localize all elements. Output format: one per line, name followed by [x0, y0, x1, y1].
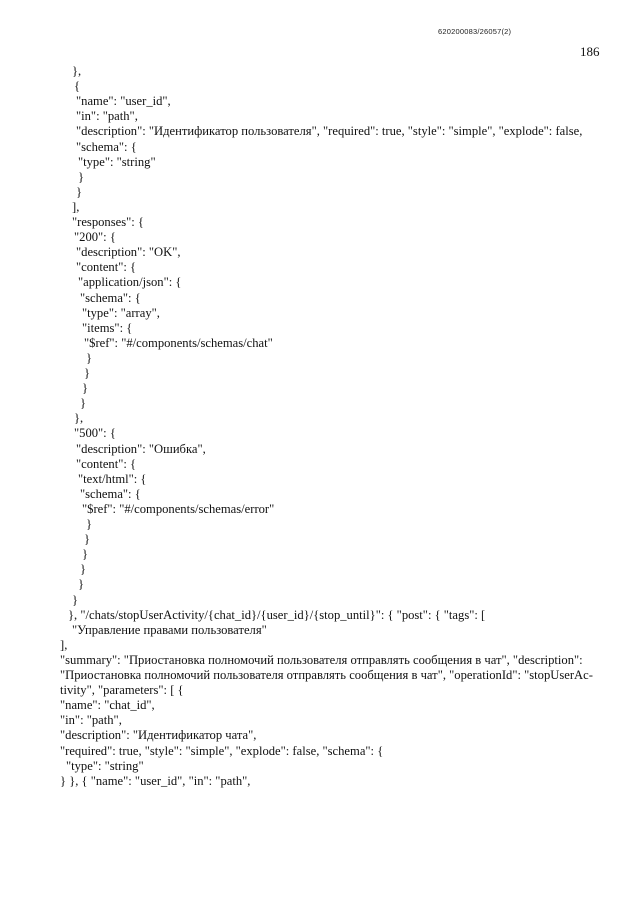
code-line: } [78, 577, 85, 592]
code-line: }, [74, 411, 84, 426]
code-line: } [86, 517, 93, 531]
code-line: } [78, 169, 85, 184]
code-line: "name": "user_id", [76, 94, 171, 109]
code-line: "description": "Ошибка", [76, 441, 206, 456]
code-line: }, "/chats/stopUserActivity/{chat_id}/{user_id}/{stop_until}": { "post": { "tags": [ [68, 607, 486, 622]
code-line: "required": true, "style": "simple", "explode": false, "schema": { [60, 743, 384, 758]
code-line: } [76, 184, 83, 199]
code-line: "responses": { [72, 215, 144, 229]
code-line: "type": "array", [82, 305, 160, 320]
code-line: ], [60, 637, 68, 652]
code-line: } [86, 350, 93, 365]
code-line: ], [72, 199, 80, 214]
code-line: "type": "string" [66, 758, 144, 773]
code-line: }, [72, 64, 82, 78]
code-line: "summary": "Приостановка полномочий пользователя отправлять сообщения в чат", "description": [60, 652, 583, 667]
code-line: { [74, 79, 81, 94]
code-line: "200": { [74, 230, 116, 245]
code-line: "Приостановка полномочий пользователя отправлять сообщения в чат", "operationId": "stopUserAc- [60, 668, 593, 682]
document-id: 620200083/26057(2) [438, 27, 512, 36]
code-line: "content": { [76, 456, 137, 471]
code-line: "description": "Идентификатор пользователя", "required": true, "style": "simple", "explode": false, [76, 124, 583, 139]
code-line: "$ref": "#/components/schemas/chat" [84, 335, 273, 350]
code-line: } [82, 381, 89, 396]
page-number: 186 [580, 44, 600, 59]
code-line: "schema": { [80, 486, 141, 501]
code-line: "description": "Идентификатор чата", [60, 728, 257, 743]
code-line: "in": "path", [60, 713, 122, 728]
code-line: "500": { [74, 426, 116, 441]
code-line: } [80, 396, 87, 411]
code-line: "items": { [82, 320, 133, 335]
code-line: } [84, 366, 91, 380]
code-line: } [82, 547, 89, 562]
code-line: "schema": { [80, 290, 141, 305]
code-line: "text/html": { [78, 471, 147, 486]
code-line: "$ref": "#/components/schemas/error" [82, 501, 275, 516]
code-line: "schema": { [76, 139, 137, 154]
code-line: "description": "OK", [76, 245, 181, 260]
code-line: "type": "string" [78, 154, 156, 169]
code-line: } [72, 592, 79, 607]
code-line: "name": "chat_id", [60, 698, 155, 713]
code-line: } [80, 562, 87, 577]
code-line: "in": "path", [76, 109, 138, 124]
code-line: } [84, 532, 91, 547]
code-line: "application/json": { [78, 275, 182, 290]
code-line: "content": { [76, 260, 137, 275]
code-line: "Управление правами пользователя" [72, 622, 267, 637]
code-line: } }, { "name": "user_id", "in": "path", [60, 773, 251, 788]
code-line: tivity", "parameters": [ { [60, 683, 184, 698]
